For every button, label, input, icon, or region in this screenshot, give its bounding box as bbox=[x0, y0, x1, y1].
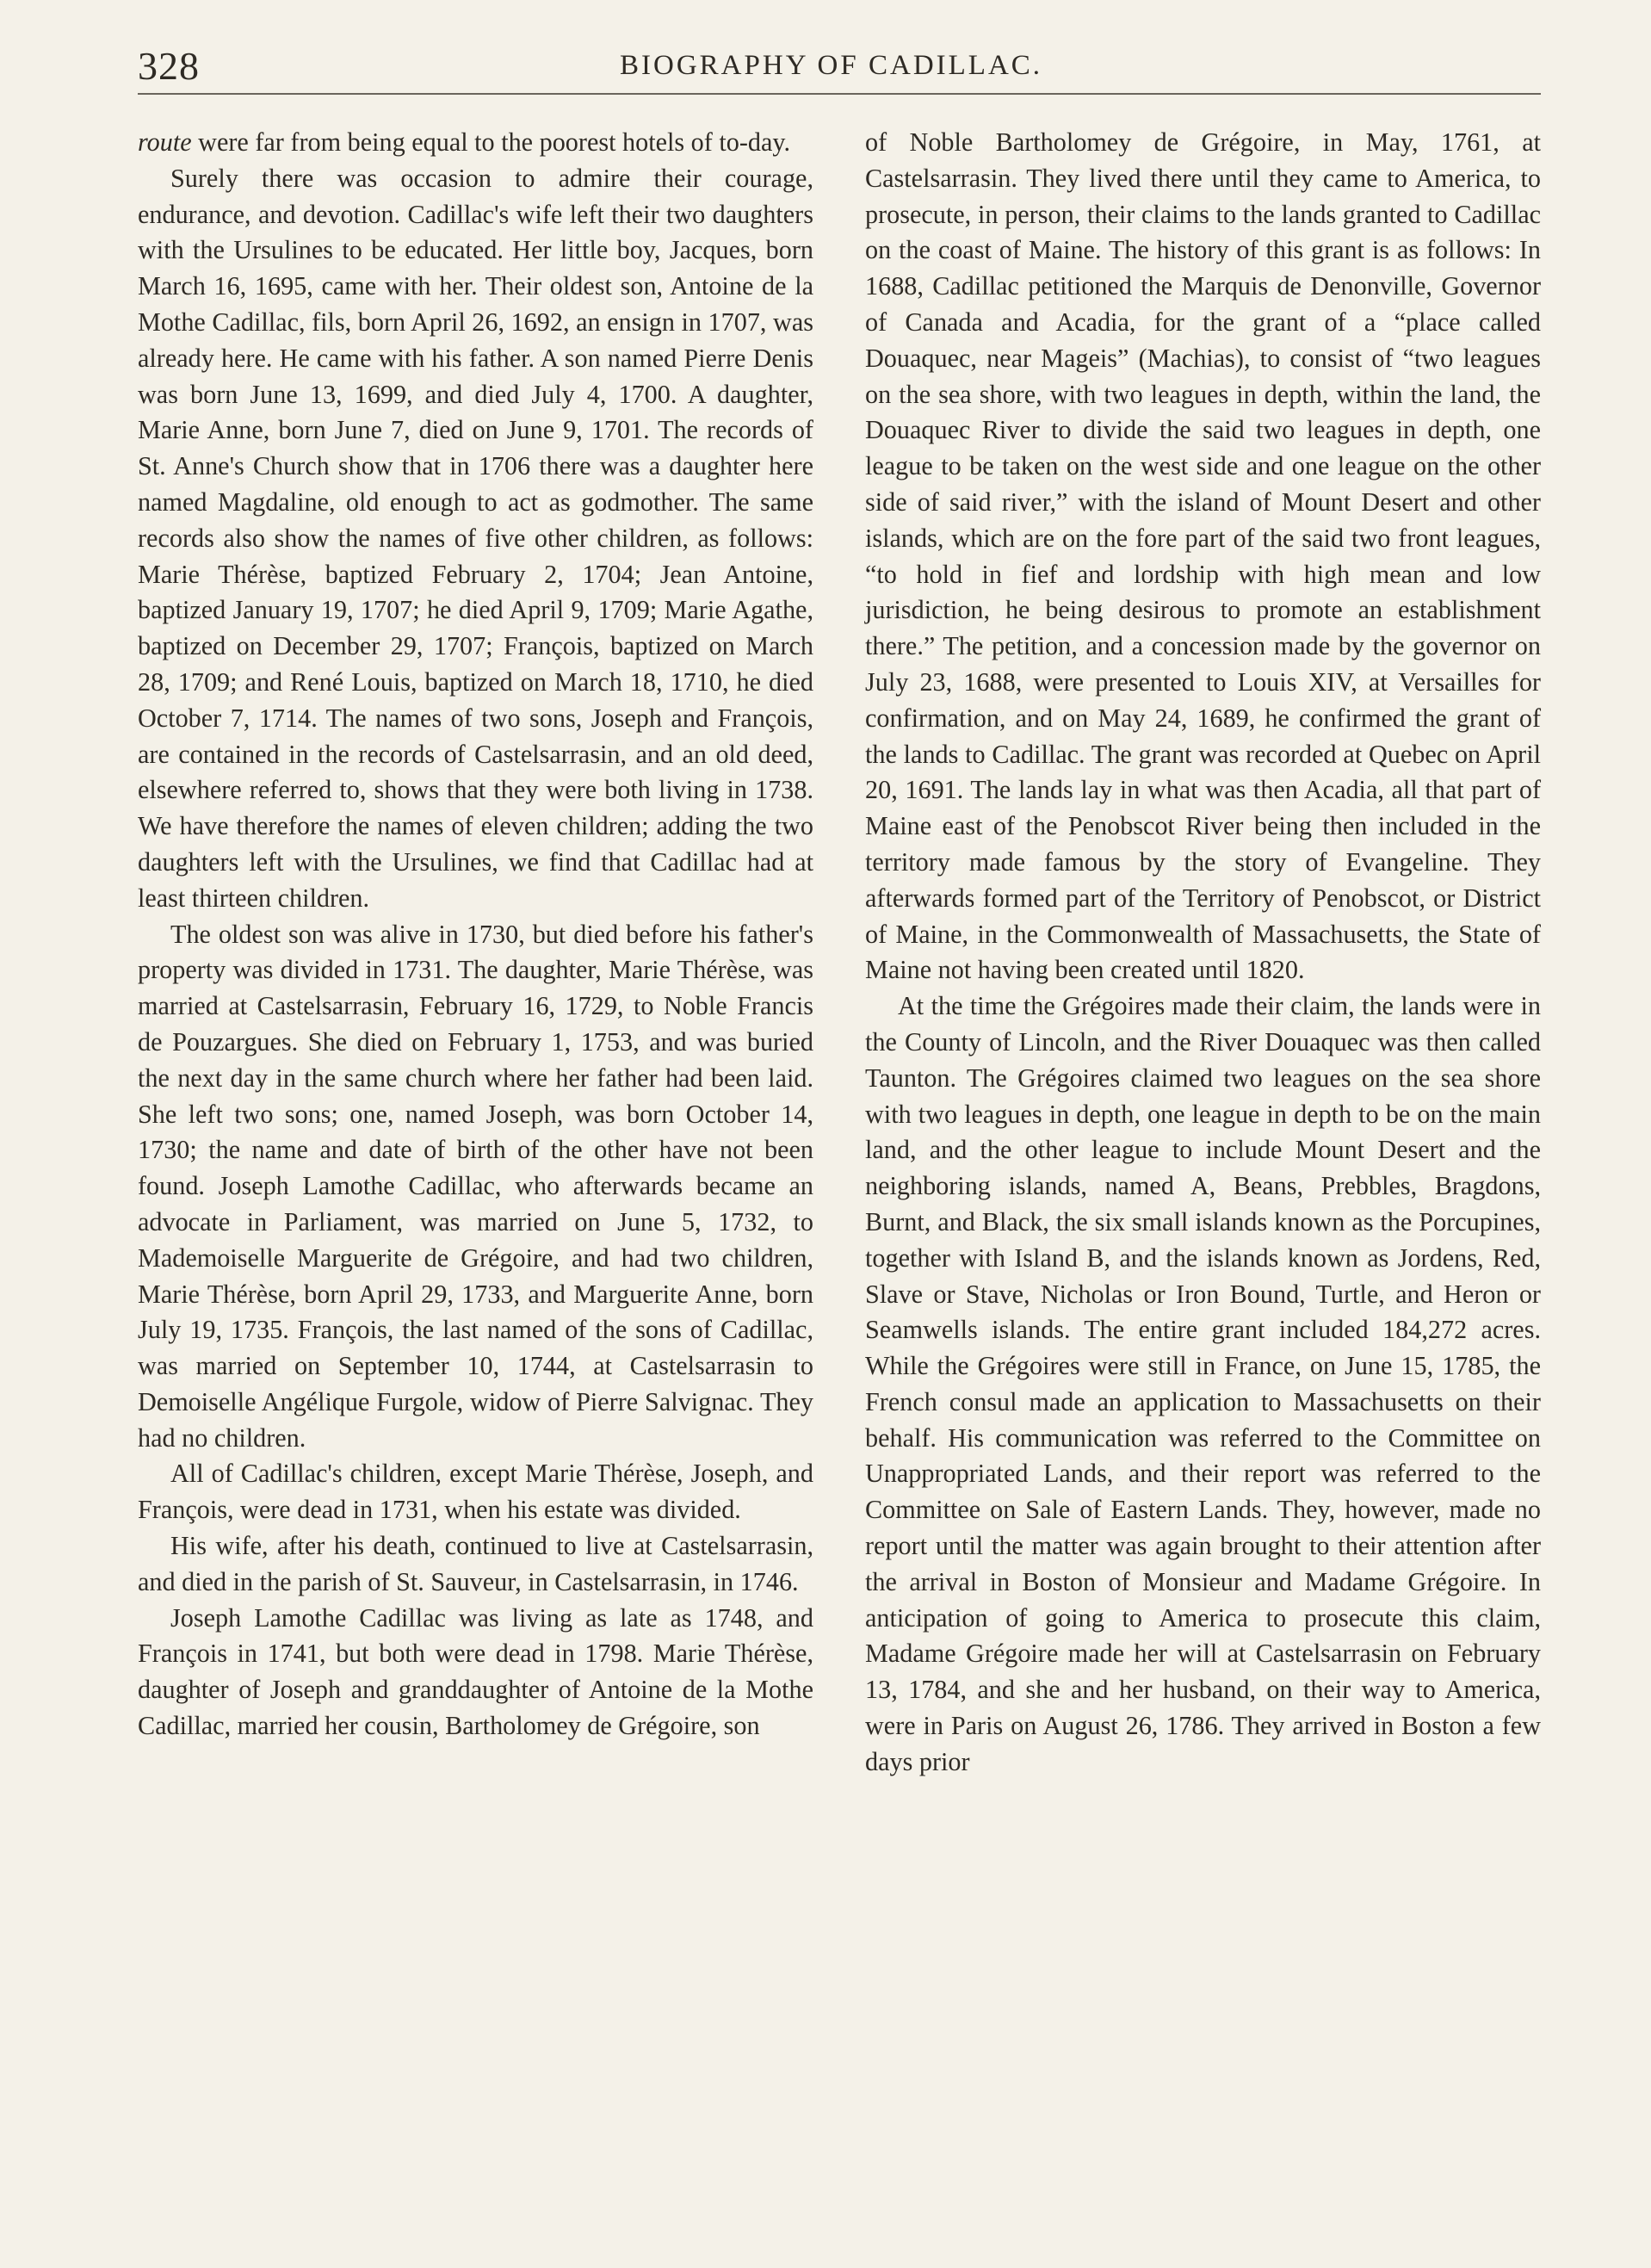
paragraph: His wife, after his death, continued to live at Castelsarrasin, and died in the parish of St. Sauveur, in Castelsarrasin, in 1746. bbox=[138, 1531, 813, 1596]
header-rule bbox=[138, 93, 1541, 95]
paragraph: All of Cadillac's children, except Marie Thérèse, Joseph, and François, were dead in 1731, when his estate was divided. bbox=[138, 1459, 813, 1525]
italic-word: route bbox=[138, 127, 192, 157]
paragraph: Surely there was occasion to admire their courage, endurance, and devotion. Cadillac's wife left their two daughters with the Ursulines to be educated. Her little boy, Jacques, born March 16, 1695, came with her. Their oldest son, Antoine de la Mothe Cadillac, fils, born April 26, 1692, an ensign in 1707, was already here. He came with his father. A son named Pierre Denis was born June 13, 1699, and died July 4, 1700. A daughter, Marie Anne, born June 7, died on June 9, 1701. The records of St. Anne's Church show that in 1706 there was a daughter here named Magdaline, old enough to act as godmother. The same records also show the names of five other children, as follows: Marie Thérèse, baptized February 2, 1704; Jean Antoine, baptized January 19, 1707; he died April 9, 1709; Marie Agathe, baptized on December 29, 1707; François, baptized on March 28, 1709; and René Louis, baptized on March 18, 1710, he died October 7, 1714. The names of two sons, Joseph and François, are contained in the records of Castelsarrasin, and an old deed, elsewhere referred to, shows that they were both living in 1738. We have therefore the names of eleven children; adding the two daughters left with the Ursulines, we find that Cadillac had at least thirteen children. bbox=[138, 163, 813, 913]
left-column bbox=[138, 125, 813, 1744]
page-number: 328 bbox=[138, 44, 200, 88]
paragraph: Joseph Lamothe Cadillac was living as late as 1748, and François in 1741, but both were dead in 1798. Marie Thérèse, daughter of Joseph and granddaughter of Antoine de la Mothe Cadillac, married her cousin, Bartholomey de Grégoire, son bbox=[138, 1602, 813, 1741]
paragraph bbox=[138, 125, 813, 161]
paragraph: of Noble Bartholomey de Grégoire, in May, 1761, at Castelsarrasin. They lived there until they came to America, to prosecute, in person, their claims to the lands granted to Cadillac on the coast of Maine. The history of this grant is as follows: In 1688, Cadillac petitioned the Marquis de Denonville, Governor of Canada and Acadia, for the grant of a “place called Douaquec, near Mageis” (Machias), to consist of “two leagues on the sea shore, with two leagues in depth, within the land, the Douaquec River to divide the said two leagues in depth, one league to be taken on the west side and one league on the other side of said river,” with the island of Mount Desert and other islands, which are on the fore part of the said two front leagues, “to hold in fief and lordship with high mean and low jurisdiction, he being desirous to promote an establishment there.” The petition, and a concession made by the governor on July 23, 1688, were presented to Louis XIV, at Versailles for confirmation, and on May 24, 1689, he confirmed the grant of the lands to Cadillac. The grant was recorded at Quebec on April 20, 1691. The lands lay in what was then Acadia, all that part of Maine east of the Penobscot River being then included in the territory made famous by the story of Evangeline. They afterwards formed part of the Territory of Penobscot, or District of Maine, in the Commonwealth of Massachusetts, the State of Maine not having been created until 1820. bbox=[865, 127, 1541, 985]
page-header bbox=[138, 43, 1541, 95]
right-column bbox=[865, 125, 1541, 1781]
running-head: BIOGRAPHY OF CADILLAC. bbox=[620, 50, 1043, 81]
paragraph: At the time the Grégoires made their claim, the lands were in the County of Lincoln, and the River Douaquec was then called Taunton. The Grégoires claimed two leagues on the sea shore with two leagues in depth, one league in depth to be on the main land, and the other league to include Mount Desert and the neighboring islands, named A, Beans, Prebbles, Bragdons, Burnt, and Black, the six small islands known as the Porcupines, together with Island B, and the islands known as Jordens, Red, Slave or Stave, Nicholas or Iron Bound, Turtle, and Heron or Seamwells islands. The entire grant included 184,272 acres. While the Grégoires were still in France, on June 15, 1785, the French consul made an application to Massachusetts on their behalf. His communication was referred to the Committee on Unappropriated Lands, and their report was referred to the Committee on Sale of Eastern Lands. They, however, made no report until the matter was again brought to their attention after the arrival in Boston of Monsieur and Madame Grégoire. In anticipation of going to America to prosecute this claim, Madame Grégoire made her will at Castelsarrasin on February 13, 1784, and she and her husband, on their way to America, were in Paris on August 26, 1786. They arrived in Boston a few days prior bbox=[865, 991, 1541, 1776]
paragraph-text: were far from being equal to the poorest hotels of to-day. bbox=[191, 127, 791, 157]
paragraph: The oldest son was alive in 1730, but died before his father's property was divided in 1731. The daughter, Marie Thérèse, was married at Castelsarrasin, February 16, 1729, to Noble Francis de Pouzargues. She died on February 1, 1753, and was buried the next day in the same church where her father had been laid. She left two sons; one, named Joseph, was born October 14, 1730; the name and date of birth of the other have not been found. Joseph Lamothe Cadillac, who afterwards became an advocate in Parliament, was married on June 5, 1732, to Mademoiselle Marguerite de Grégoire, and had two children, Marie Thérèse, born April 29, 1733, and Marguerite Anne, born July 19, 1735. François, the last named of the sons of Cadillac, was married on September 10, 1744, at Castelsarrasin to Demoiselle Angélique Furgole, widow of Pierre Salvignac. They had no children. bbox=[138, 919, 813, 1453]
